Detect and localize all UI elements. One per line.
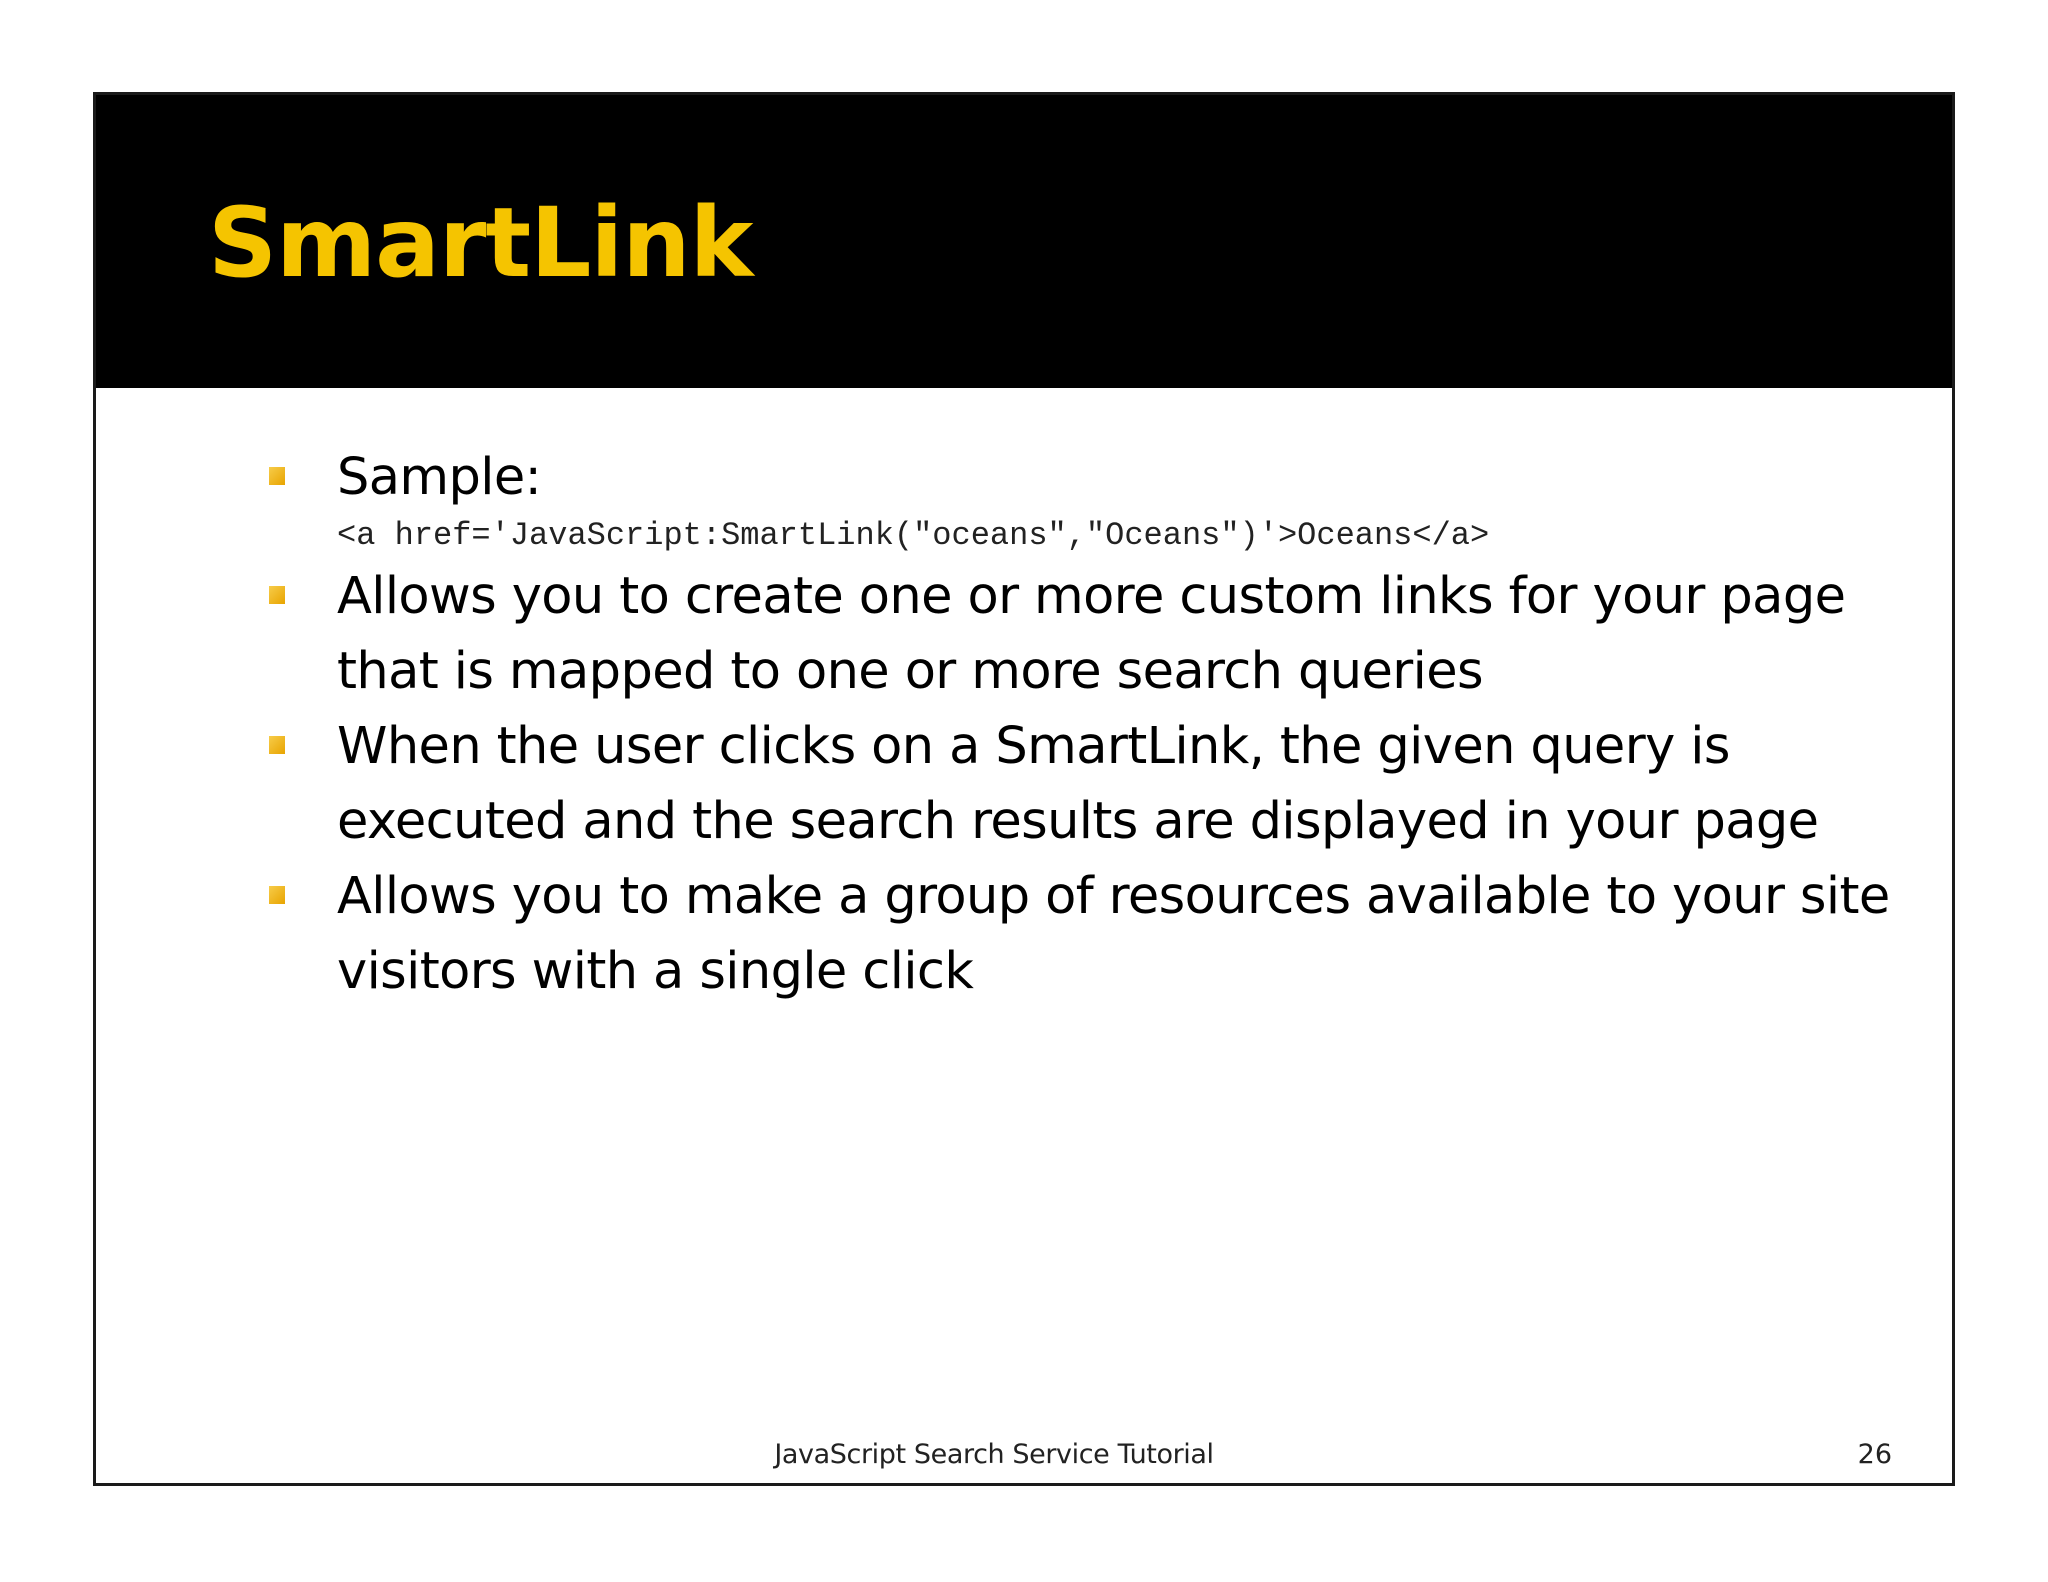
square-bullet-icon [269,467,285,485]
footer-text: JavaScript Search Service Tutorial [774,1439,1214,1470]
bullet-item [269,709,1909,859]
slide-title: SmartLink [208,187,753,299]
square-bullet-icon [269,586,285,604]
slide [93,92,1955,1486]
bullet-text: Allows you to make a group of resources available to your site visitors with a single click [337,867,1890,1001]
bullet-text: When the user clicks on a SmartLink, the given query is executed and the search results are displayed in your page [337,717,1819,851]
bullet-item [269,859,1909,1009]
bullet-item [269,440,1909,557]
square-bullet-icon [269,736,285,754]
code-sample: <a href='JavaScript:SmartLink("oceans","Oceans")'>Oceans</a> [337,517,1490,554]
bullet-item [269,559,1909,709]
bullet-list [269,440,1909,1009]
title-bar [96,95,1952,388]
square-bullet-icon [269,886,285,904]
page-number: 26 [1857,1439,1892,1470]
bullet-text: Sample: [337,448,542,507]
bullet-text: Allows you to create one or more custom links for your page that is mapped to one or more search queries [337,567,1846,701]
